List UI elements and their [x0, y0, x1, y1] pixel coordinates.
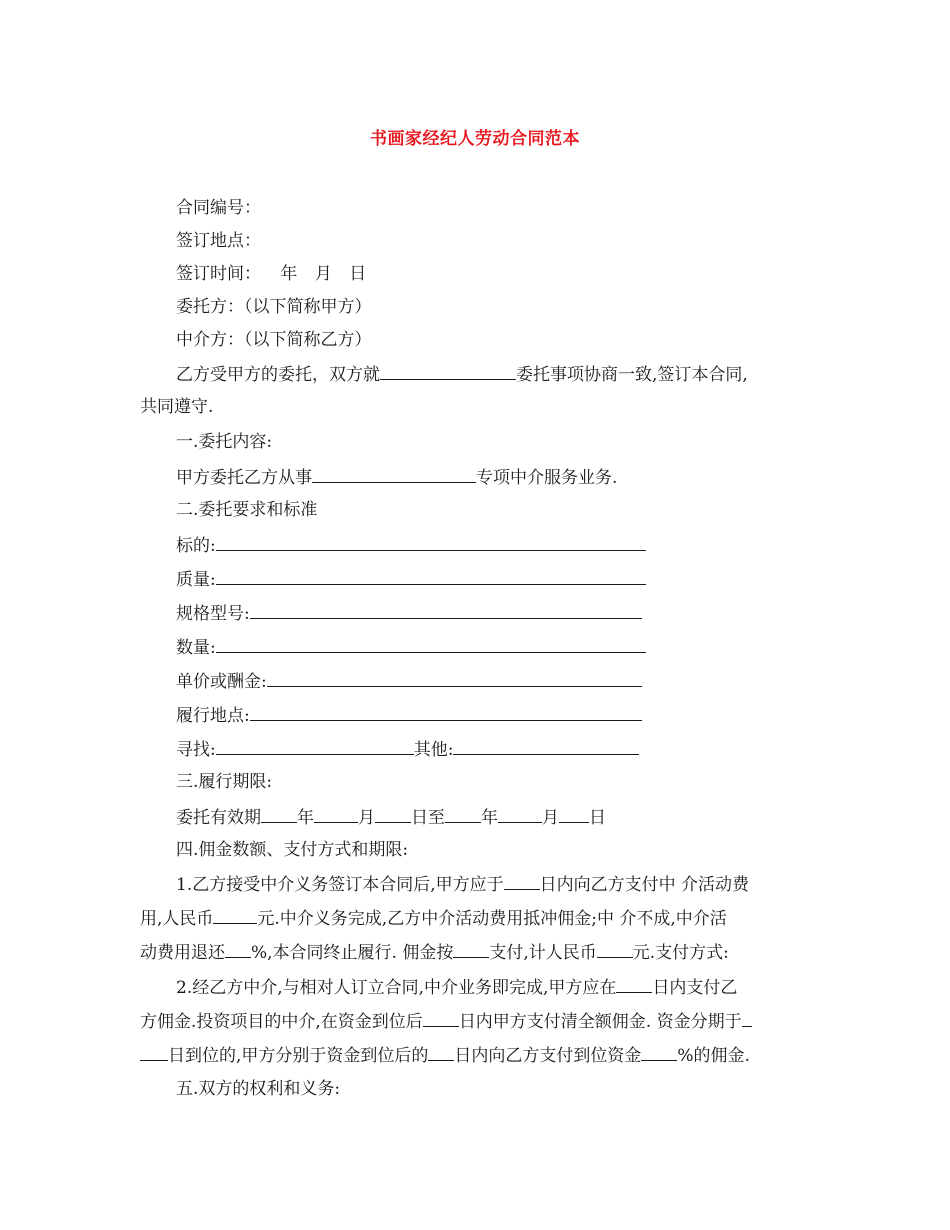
blank-field	[498, 804, 542, 823]
quality-line	[176, 566, 646, 592]
price-line	[176, 668, 642, 694]
section4-heading: 四.佣金数额、支付方式和期限:	[176, 840, 409, 860]
blank-field	[312, 464, 476, 483]
sign-time-line	[176, 262, 366, 286]
sign-year-label: 年	[280, 264, 298, 284]
section3-heading: 三.履行期限:	[176, 772, 273, 792]
blank-field	[216, 736, 414, 755]
validity-day-2: 日	[589, 808, 606, 828]
blank-field	[453, 939, 489, 958]
blank-field	[216, 634, 646, 653]
section1-heading: 一.委托内容:	[176, 432, 273, 452]
blank-field	[445, 804, 481, 823]
preamble-text-1: 乙方受甲方的委托，双方就	[176, 365, 380, 385]
blank-field	[453, 736, 639, 755]
sign-day-label: 日	[349, 264, 367, 284]
sign-month-label: 月	[314, 264, 332, 284]
p1-text: 元.支付方式:	[632, 943, 729, 963]
blank-field	[375, 804, 411, 823]
validity-month-2: 月	[542, 808, 559, 828]
blank-field	[216, 532, 646, 551]
validity-label: 委托有效期	[176, 808, 261, 828]
blank-field	[225, 939, 251, 958]
quality-label: 质量:	[176, 570, 216, 590]
blank-field	[250, 702, 642, 721]
preamble-text-2: 委托事项协商一致,签订本合同,	[516, 365, 748, 385]
preamble-paragraph	[140, 361, 815, 429]
validity-day-to: 日至	[411, 808, 445, 828]
section4-paragraph-2	[140, 974, 815, 1076]
p1-text: 支付,计人民币	[489, 943, 597, 963]
blank-field	[742, 1008, 752, 1027]
quantity-line	[176, 634, 646, 660]
section4-paragraph-1	[140, 871, 815, 973]
client-line: 委托方：（以下简称甲方）	[176, 297, 372, 317]
place-label: 履行地点:	[176, 706, 250, 726]
blank-field	[380, 361, 516, 380]
search-label: 寻找:	[176, 740, 216, 760]
section1-text	[176, 464, 617, 490]
p1-text: 1.乙方接受中介义务签订本合同后,甲方应于	[176, 875, 504, 895]
blank-field	[267, 668, 642, 687]
blank-field	[250, 600, 642, 619]
p2-text: 方佣金.投资项目的中介,在资金到位后	[140, 1012, 423, 1032]
blank-field	[559, 804, 589, 823]
document-title: 书画家经纪人劳动合同范本	[370, 129, 580, 149]
other-label: 其他:	[413, 740, 454, 760]
price-label: 单价或酬金:	[176, 672, 267, 692]
spec-label: 规格型号:	[176, 604, 250, 624]
agent-line: 中介方：（以下简称乙方）	[176, 330, 372, 350]
contract-number-line: 合同编号：	[176, 198, 261, 218]
validity-line	[176, 804, 606, 830]
blank-field	[597, 939, 633, 958]
p2-text: 2.经乙方中介,与相对人订立合同,中介业务即完成,甲方应在	[176, 978, 617, 998]
p1-text: 动费用退还	[140, 943, 225, 963]
blank-field	[616, 974, 652, 993]
sign-time-label: 签订时间：	[176, 264, 261, 284]
search-other-line	[176, 736, 639, 762]
blank-field	[314, 804, 358, 823]
section2-heading: 二.委托要求和标准	[176, 500, 318, 520]
blank-field	[140, 1042, 168, 1061]
p1-text: %,本合同终止履行. 佣金按	[251, 943, 454, 963]
blank-field	[261, 804, 297, 823]
p2-text: 日内向乙方支付到位资金	[454, 1046, 642, 1066]
spec-line	[176, 600, 642, 626]
section1-text-b: 专项中介服务业务.	[476, 468, 618, 488]
blank-field	[216, 566, 646, 585]
validity-year-2: 年	[481, 808, 498, 828]
p2-text: %的佣金.	[677, 1046, 750, 1066]
blank-field	[423, 1008, 459, 1027]
blank-field	[504, 871, 540, 890]
section1-text-a: 甲方委托乙方从事	[176, 468, 312, 488]
p2-text: 日内支付乙	[652, 978, 738, 998]
p2-text: 日内甲方支付清全额佣金. 资金分期于	[458, 1012, 742, 1032]
blank-field	[428, 1042, 454, 1061]
place-line	[176, 702, 642, 728]
p1-text: 用,人民币	[140, 909, 214, 929]
subject-line	[176, 532, 646, 558]
sign-place-line: 签订地点：	[176, 231, 261, 251]
section5-heading: 五.双方的权利和义务:	[176, 1079, 341, 1099]
blank-field	[213, 905, 257, 924]
blank-field	[641, 1042, 677, 1061]
validity-year-1: 年	[297, 808, 314, 828]
p2-text: 日到位的,甲方分别于资金到位后的	[168, 1046, 429, 1066]
subject-label: 标的:	[176, 536, 216, 556]
p1-text: 日内向乙方支付中 介活动费	[539, 875, 750, 895]
preamble-text-3: 共同遵守.	[140, 397, 214, 417]
validity-month-1: 月	[358, 808, 375, 828]
quantity-label: 数量:	[176, 638, 216, 658]
p1-text: 元.中介义务完成,乙方中介活动费用抵冲佣金;中 介不成,中介活	[257, 909, 727, 929]
